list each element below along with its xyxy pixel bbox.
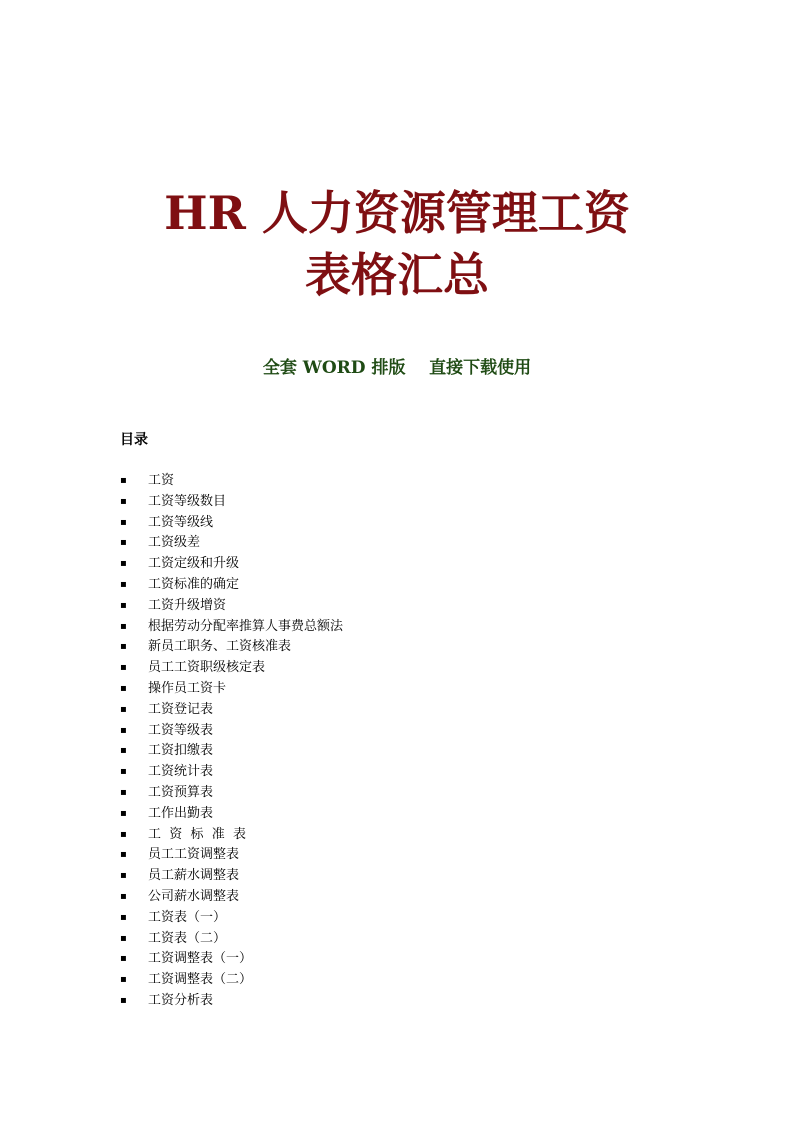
toc-item-label: 工资标准的确定 bbox=[148, 576, 240, 592]
bullet-icon: ▪ bbox=[120, 703, 127, 715]
document-title-line-2: 表格汇总 bbox=[305, 248, 489, 302]
toc-item-label: 工资表（二） bbox=[148, 930, 227, 946]
toc-item-label: 员工工资职级核定表 bbox=[148, 660, 266, 676]
bullet-icon: ▪ bbox=[120, 766, 127, 778]
toc-item-label: 工 资 标 准 表 bbox=[148, 826, 247, 842]
toc-item-label: 工资统计表 bbox=[148, 764, 214, 780]
toc-item-label: 员工薪水调整表 bbox=[148, 868, 240, 884]
bullet-icon: ▪ bbox=[120, 537, 127, 549]
toc-item-label: 工资等级数目 bbox=[148, 493, 227, 509]
toc-item-label: 工资等级表 bbox=[148, 722, 214, 738]
toc-item-label: 工资 bbox=[148, 473, 175, 488]
toc-item-label: 工资分析表 bbox=[148, 992, 214, 1008]
bullet-icon: ▪ bbox=[120, 599, 127, 611]
toc-item-label: 公司薪水调整表 bbox=[148, 888, 240, 904]
bullet-icon: ▪ bbox=[120, 994, 127, 1006]
document-title-line-1: HR 人力资源管理工资 bbox=[164, 186, 630, 240]
bullet-icon: ▪ bbox=[120, 932, 127, 944]
toc-heading: 目录 bbox=[120, 432, 148, 448]
bullet-icon: ▪ bbox=[120, 641, 127, 653]
bullet-icon: ▪ bbox=[120, 953, 127, 965]
bullet-icon: ▪ bbox=[120, 682, 127, 694]
document-subtitle: 全套 WORD 排版 直接下载使用 bbox=[262, 358, 532, 378]
bullet-icon: ▪ bbox=[120, 786, 127, 798]
bullet-icon: ▪ bbox=[120, 620, 127, 632]
bullet-icon: ▪ bbox=[120, 475, 127, 486]
bullet-icon: ▪ bbox=[120, 745, 127, 757]
bullet-icon: ▪ bbox=[120, 495, 127, 507]
toc-item-label: 工资预算表 bbox=[148, 784, 214, 800]
bullet-icon: ▪ bbox=[120, 828, 127, 840]
toc-item-label: 工资登记表 bbox=[148, 701, 214, 717]
toc-item-label: 工作出勤表 bbox=[148, 805, 214, 821]
bullet-icon: ▪ bbox=[120, 870, 127, 882]
toc-item-label: 工资调整表（一） bbox=[148, 951, 253, 967]
bullet-icon: ▪ bbox=[120, 558, 127, 570]
toc-item-label: 工资扣缴表 bbox=[148, 743, 214, 759]
toc-item-label: 员工工资调整表 bbox=[148, 847, 240, 863]
toc-item-label: 新员工职务、工资核准表 bbox=[148, 639, 292, 655]
bullet-icon: ▪ bbox=[120, 974, 127, 986]
toc-item-label: 根据劳动分配率推算人事费总额法 bbox=[148, 618, 344, 634]
bullet-icon: ▪ bbox=[120, 849, 127, 861]
bullet-icon: ▪ bbox=[120, 724, 127, 736]
toc-item-label: 工资调整表（二） bbox=[148, 972, 253, 988]
bullet-icon: ▪ bbox=[120, 578, 127, 590]
toc-item-label: 工资级差 bbox=[148, 535, 201, 551]
toc-item-label: 操作员工资卡 bbox=[148, 680, 227, 696]
toc-item-label: 工资升级增资 bbox=[148, 597, 227, 613]
bullet-icon: ▪ bbox=[120, 890, 127, 902]
toc-item-label: 工资等级线 bbox=[148, 514, 214, 530]
bullet-icon: ▪ bbox=[120, 516, 127, 528]
bullet-icon: ▪ bbox=[120, 662, 127, 674]
toc-item-label: 工资定级和升级 bbox=[148, 556, 240, 572]
bullet-icon: ▪ bbox=[120, 807, 127, 819]
bullet-icon: ▪ bbox=[120, 911, 127, 923]
toc-item-label: 工资表（一） bbox=[148, 909, 227, 925]
